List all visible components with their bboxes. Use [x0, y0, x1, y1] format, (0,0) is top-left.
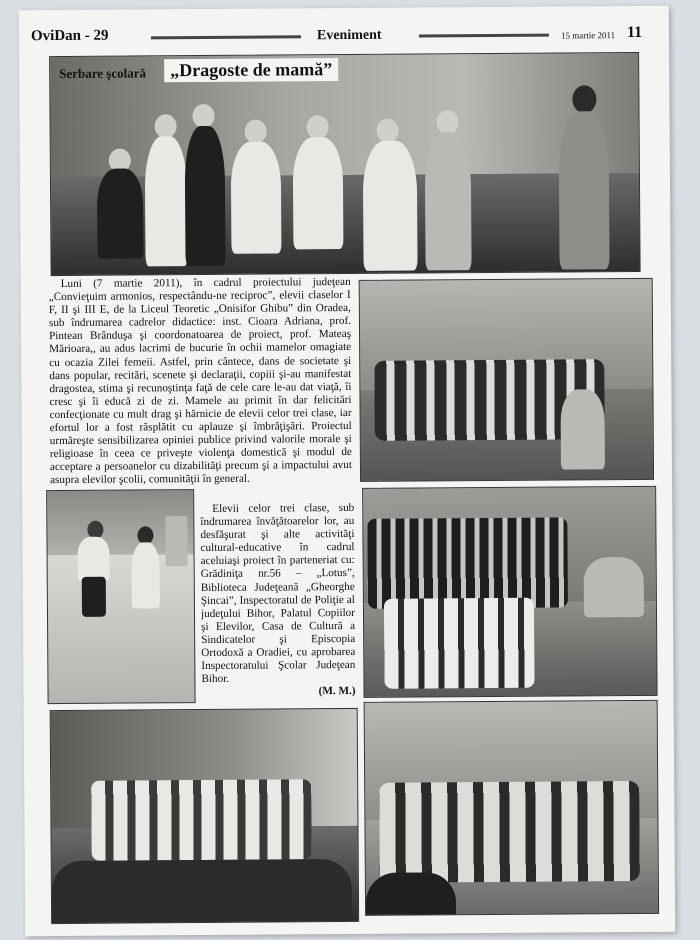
article-signature: (M. M.): [318, 685, 356, 698]
newspaper-page: [19, 6, 675, 937]
photo-audience-hall: [362, 486, 657, 698]
article-paragraph-2: Elevii celor trei clase, sub îndrumarea învăţătoarelor lor, au desfăşurat şi alte activităţi cultural-educative în cadrul aceluiaşi proiect în parteneriat cu: Grădiniţa nr.56 – „Lotus”, Biblioteca Judeţeană „Gheorghe Şincai”, Inspectoratul de Poliţie al judeţului Bihor, Palatul Copiilor şi Elevilor, Casa de Cultură a Sindicatelor şi Episcopia Ortodoxă a Oradiei, cu aprobarea Inspectoratului Şcolar Judeţean Bihor.: [200, 501, 356, 686]
header-rule-right: [419, 34, 549, 38]
article-title: „Dragoste de mamă”: [164, 58, 338, 82]
page-header: [31, 24, 657, 50]
photo-stage-performance: [49, 52, 641, 276]
photo-children-line-up: [50, 708, 359, 924]
article-body-upper: [49, 276, 352, 488]
issue-date: 15 martie 2011: [560, 30, 616, 41]
photo-couple-dance: [46, 489, 195, 704]
header-rule-left: [151, 35, 301, 39]
section-name: Eveniment: [316, 27, 382, 44]
publication-name: OviDan - 29: [30, 27, 109, 45]
page-number: 11: [626, 23, 643, 42]
article-paragraph-1: Luni (7 martie 2011), în cadrul proiectului judeţean „Convieţuim armonios, respectându-ne reciproc”, elevii claselor I F, II şi III E, de la Liceul Teoretic „Onisifor Ghibu” din Oradea, sub îndrumarea cadrelor didactice: inst. Cioara Adriana, prof. Pintean Brânduşa şi coordonatoarea de proiect, prof. Mateaş Mărioara,, au adus lacrimi de bucurie în ochii mamelor omagiate cu ocazia Zilei femeii. Astfel, prin cântece, dans de societate şi dans popular, recitări, scenete şi declaraţii, copiii şi-au manifestat dragostea, stima şi recunoştinţa faţă de cele care le-au dat viaţă, îi cresc şi îi educă zi de zi. Mamele au primit în dar felicitări confecţionate cu mult drag şi hărnicie de elevii celor trei clase, iar efortul lor a fost răsplătit cu aplauze şi îmbrăţişări. Proiectul urmăreşte sensibilizarea opiniei publice privind valorile morale şi religioase în ceea ce priveşte violenţa domestică şi modul de acceptare a persoanelor cu dizabilităţi precum şi a impactului avut asupra elevilor şcolii, comunităţii în general.: [48, 275, 353, 487]
photo-folk-dance: [364, 700, 659, 916]
article-body-lower: [200, 502, 355, 707]
photo-children-group-stage: [359, 278, 654, 482]
article-kicker: Serbare şcolară: [59, 65, 147, 81]
